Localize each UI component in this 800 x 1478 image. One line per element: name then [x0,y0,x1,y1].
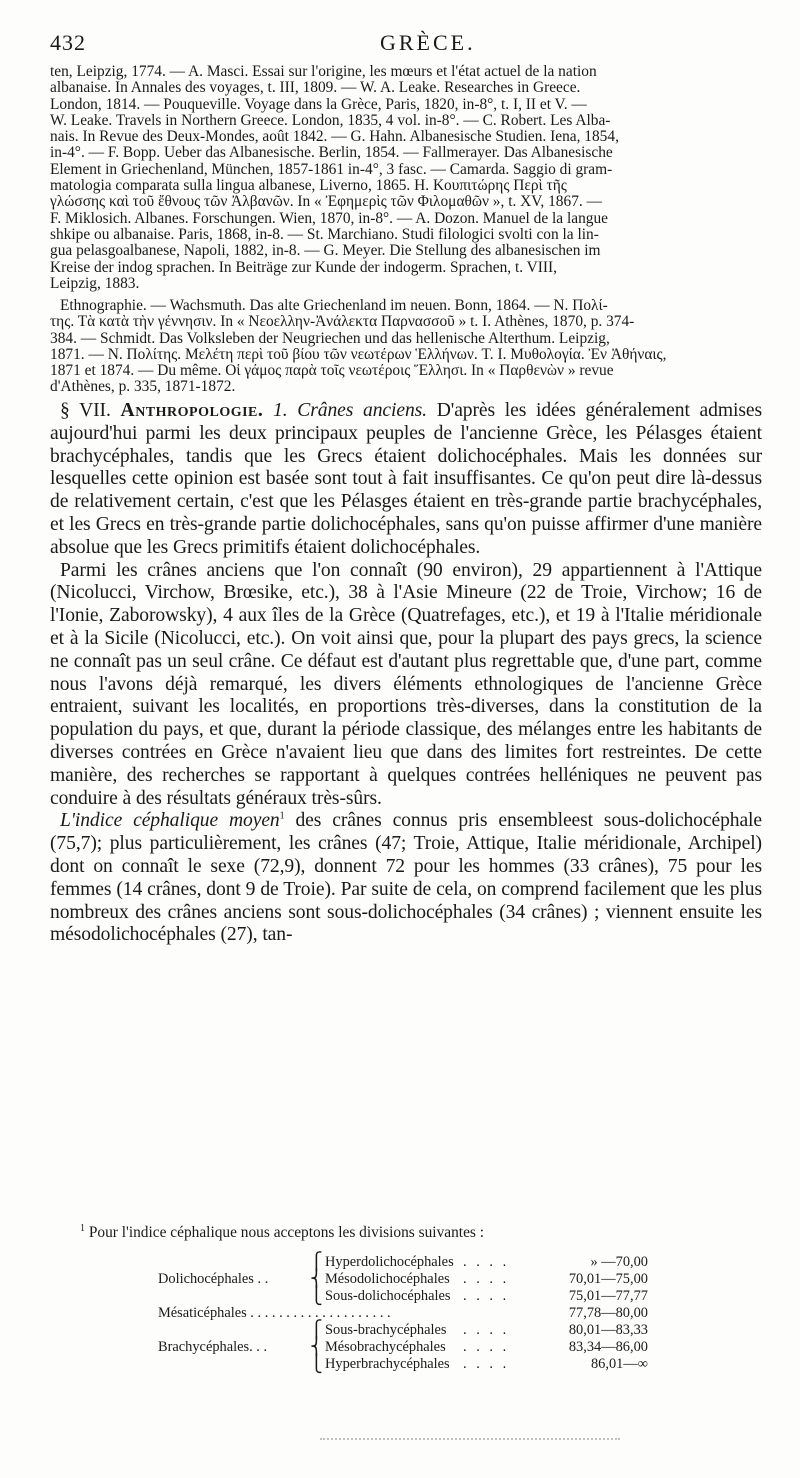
ethno-line: Ethnographie. — Wachsmuth. Das alte Griechenland im neuen. Bonn, 1864. — N. Πολί- [60,297,608,314]
table-row [158,1305,648,1322]
paragraph-text: D'après les idées généralement admises aujourd'hui parmi les deux principaux peuples de l'ancienne Grèce, les Pélasges étaient brachycéphales, tandis que les Grecs étaient dolichocéphales. Mais les données sur lesquelles cette opinion est basée sont tout à fait insuffisantes. Ce qu'on peut dire là-dessus de relativement certain, c'est que les Pélasges étaient en très-grande partie brachycéphales, et les Grecs en très-grande partie dolichocéphales, sans qu'on puisse affirmer d'une manière absolue que les Grecs primitifs étaient dolichocéphales. [50,400,762,558]
table-row: ⎧ Hyperdolichocéphales . . . . » —70,00 [310,1252,648,1271]
brace-glyph: ⎨ [310,1269,323,1288]
bib-line: shkipe ou albanaise. Paris, 1868, in-8. — St. Marchiano. Studi filologici svolti con la lin- [50,225,599,243]
bib-line: London, 1814. — Pouqueville. Voyage dans la Grèce, Paris, 1820, in-8°, t. I, II et V. — [50,95,587,113]
bib-line: Kreise der indog sprachen. In Beiträge zur Kunde der indogerm. Sprachen, t. VIII, [50,258,558,276]
bib-line: albanaise. In Annales des voyages, t. III, 1809. — W. A. Leake. Researches in Greece. [50,79,581,97]
table-row: ⎩ Sous-dolichocéphales . . . . 75,01—77,77 [310,1286,648,1305]
bib-line: Leipzig, 1883. [50,274,140,292]
subtype-label: Mésodolichocéphales [325,1271,450,1287]
table-row: Brachycéphales. . . ⎨ Mésobrachycéphales . . . . 83,34—86,00 [158,1337,648,1356]
section-subtitle: 1. Crânes anciens. [273,400,427,421]
bib-line: ten, Leipzig, 1774. — A. Masci. Essai sur l'origine, les mœurs et l'état actuel de la nation [50,63,597,80]
table-row: ⎩ Hyperbrachycéphales . . . . 86,01—∞ [310,1354,648,1373]
index-range: 80,01—83,33 [568,1322,648,1338]
subtype-label: Hyperbrachycéphales [325,1356,450,1372]
bib-line: nais. In Revue des Deux-Mondes, août 1842. — G. Hahn. Albanesische Studien. Iena, 1854, [50,128,619,146]
bib-line: matologia comparata sulla lingua albanese, Liverno, 1865. H. Κουπιτώρης Περὶ τῆς [50,177,567,195]
index-range: 86,01—∞ [590,1356,648,1372]
section-number: § VII. [60,400,111,421]
scan-artifact-dots [320,1438,620,1444]
page-number: 432 [50,30,86,55]
paragraph-skull-counts: Parmi les crânes anciens que l'on connaît (90 environ), 29 appartiennent à l'Attique (Nicolucci, Virchow, Brœsike, etc.), 38 à l'Asie Mineure (22 de Troie, Virchow; 16 de l'Ionie, Zaborowsky), 4 aux îles de la Grèce (Quatrefages, etc.), et 19 à l'Italie méridionale et à la Sicile (Nicolucci, etc.). On voit ainsi que, pour la plupart des pays grecs, la science ne connaît pas un seul crâne. Ce défaut est d'autant plus regrettable que, d'une part, comme nous l'avons déjà remarqué, les divers éléments ethnologiques de l'ancienne Grèce entraient, suivant les localités, en proportions très-diverses, dans la constitution de la population du pays, et que, durant la période classique, des mélanges entre les habitants de diverses contrées en Grèce n'avaient lieu que dans des limites fort restreintes. De cette manière, des recherches se rapportant à quelques contrées helléniques ne peuvent pas conduire à des résultats généraux très-sûrs. [50,559,762,809]
group-label: Mésaticéphales . . . . . . . . . . . . . . . . . . . . [158,1305,391,1321]
brace-glyph: ⎩ [310,1286,323,1305]
paragraph-cephalic-index [50,810,762,947]
footnote-reference: 1 [279,810,285,822]
bib-line: γλώσσης καὶ τοῦ ἔθνους τῶν Ἀλβανῶν. In « Ἐφημερὶς τῶν Φιλομαθῶν », t. XV, 1867. — [50,193,602,211]
bib-line: gua pelasgoalbanese, Napoli, 1882, in-8. — G. Meyer. Die Stellung des albanesischen im [50,242,601,260]
table-row: Dolichocéphales . . ⎨ Mésodolichocéphales . . . . 70,01—75,00 [158,1269,648,1288]
brace-glyph: ⎨ [310,1337,323,1356]
bib-line: W. Leake. Travels in Northern Greece. London, 1835, 4 vol. in-8°. — C. Robert. Les Alba- [50,111,611,129]
subtype-label: Mésobrachycéphales [325,1339,446,1355]
running-title: GRÈCE. [380,30,476,55]
paragraph-text: des crânes connus pris ensembleest sous-dolichocéphale (75,7); plus particulièrement, les crânes (47; Troie, Attique, Italie méridionale, Archipel) dont on connaît le sexe (72,9), donnent 72 pour les hommes (33 crânes), 75 pour les femmes (14 crânes, dont 9 de Troie). Par suite de cela, on comprend facilement que les plus nombreux des crânes anciens sont sous-dolichocéphales (34 crânes) ; viennent ensuite les mésodolichocéphales (27), tan- [50,810,762,946]
index-range: 70,01—75,00 [568,1271,648,1287]
brace-glyph: ⎧ [310,1320,323,1339]
bib-line: in-4°. — F. Bopp. Ueber das Albanesische. Berlin, 1854. — Fallmerayer. Das Albanesische [50,144,613,162]
index-range: 75,01—77,77 [568,1288,648,1304]
subtype-label: Hyperdolichocéphales [325,1254,454,1270]
ethno-line: d'Athènes, p. 335, 1871-1872. [50,378,236,396]
subtype-label: Sous-brachycéphales [325,1322,447,1338]
term-cephalic-index: L'indice céphalique moyen [60,810,280,832]
ethno-line: 384. — Schmidt. Das Volksleben der Neugriechen und das hellenische Alterthum. Leipzig, [50,329,610,347]
ethno-line: 1871 et 1874. — Du même. Οἱ γάμος παρὰ τοῖς νεωτέροις Ἕλλησι. In « Παρθενὼν » revue [50,362,614,380]
group-label: Brachycéphales. . . [158,1339,268,1355]
section-title: Anthropologie. [120,400,264,421]
table-row: ⎧ Sous-brachycéphales . . . . 80,01—83,33 [310,1320,648,1339]
ethnography-block [50,298,762,396]
footnote-marker: 1 [80,1222,85,1234]
footnote [50,1224,762,1241]
paragraph-skulls-intro [50,400,762,560]
index-range: 83,34—86,00 [568,1339,648,1355]
brace-glyph: ⎩ [310,1354,323,1373]
bibliography-block [50,64,762,292]
subtype-label: Sous-dolichocéphales [325,1288,451,1304]
ethno-line: της. Τὰ κατὰ τὴν γέννησιν. In « Νεοελλην-Ἀνάλεκτα Παρνασσοῦ » t. I. Athènes, 1870, p. 374- [50,313,635,331]
index-range: 77,78—80,00 [568,1305,648,1321]
bib-line: F. Miklosich. Albanes. Forschungen. Wien, 1870, in-8°. — A. Dozon. Manuel de la langue [50,209,609,227]
bib-line: Element in Griechenland, München, 1857-1861 in-4°, 3 fasc. — Camarda. Saggio di gram- [50,160,613,178]
footnote-text: Pour l'indice céphalique nous acceptons les divisions suivantes : [88,1224,485,1241]
index-range: » —70,00 [590,1254,648,1270]
page-header [50,24,758,54]
ethno-line: 1871. — N. Πολίτης. Μελέτη περὶ τοῦ βίου τῶν νεωτέρων Ἑλλήνων. T. I. Μυθολογία. Ἐν Ἀθήναις, [50,345,667,363]
group-label: Dolichocéphales . . [158,1271,269,1287]
brace-glyph: ⎧ [310,1252,323,1271]
main-text [50,400,762,947]
